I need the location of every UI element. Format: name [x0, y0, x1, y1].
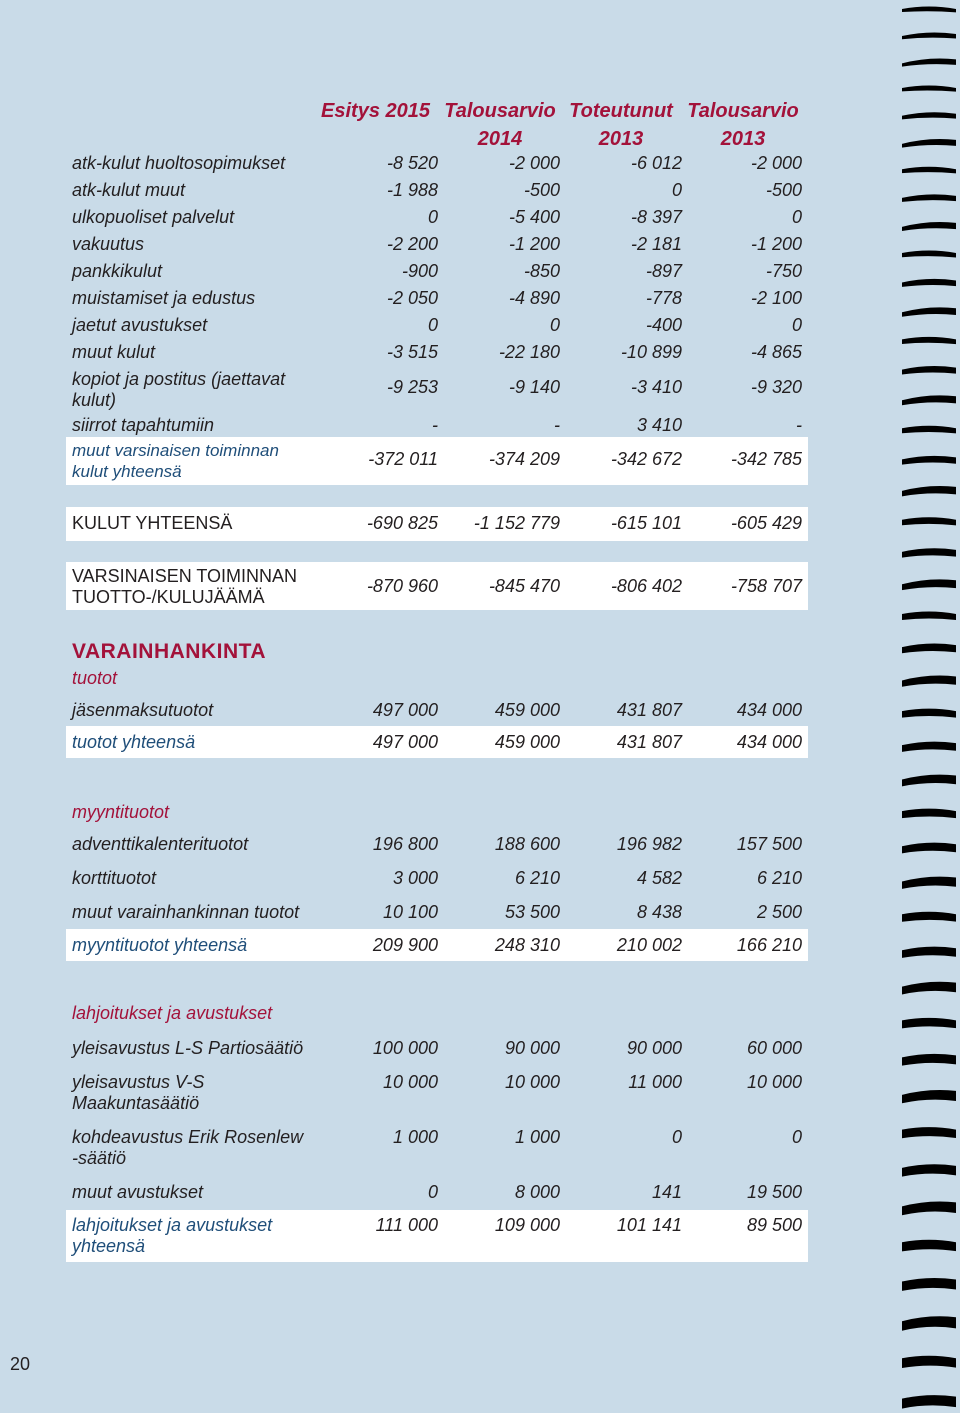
brush-stroke [902, 1395, 956, 1409]
value-actual-2013: 90 000 [626, 1038, 682, 1058]
header-col3-line2: 2013 [598, 128, 644, 150]
total-row [66, 507, 808, 541]
brush-stroke [902, 517, 956, 525]
value-budget-2014: 8 000 [514, 1182, 560, 1202]
brush-stroke [902, 366, 956, 374]
brush-stroke [902, 676, 956, 687]
value-budget-2014: -1 152 779 [473, 513, 560, 533]
brush-stroke [902, 548, 956, 557]
value-2015: 111 000 [375, 1215, 438, 1235]
row-label-line1: kopiot ja postitus (jaettavat [72, 369, 286, 389]
row-label: korttituotot [72, 868, 157, 888]
row-label: muut varainhankinnan tuotot [72, 902, 300, 922]
value-budget-2013: 89 500 [746, 1215, 802, 1235]
value-budget-2013: 19 500 [746, 1182, 802, 1202]
value-2015: -870 960 [366, 576, 438, 596]
brush-stroke [902, 1201, 956, 1215]
brush-stroke [902, 112, 956, 119]
value-budget-2014: -2 000 [508, 153, 560, 173]
brush-stroke [902, 612, 956, 621]
value-budget-2013: 0 [791, 315, 802, 335]
brush-stroke [902, 279, 956, 287]
row-label-line1: VARSINAISEN TOIMINNAN [72, 566, 298, 586]
subtotal-row [66, 726, 808, 758]
row-label-line2: Maakuntasäätiö [72, 1093, 200, 1113]
value-budget-2014: - [554, 415, 560, 435]
value-budget-2013: -2 100 [750, 288, 802, 308]
value-budget-2013: -1 200 [750, 234, 802, 254]
brush-stroke [902, 982, 956, 995]
value-budget-2013: -4 865 [750, 342, 802, 362]
table-row [66, 367, 808, 411]
row-label: muut avustukset [72, 1182, 204, 1202]
row-label: jaetut avustukset [72, 315, 208, 335]
row-label-line1: yleisavustus V-S [72, 1072, 205, 1092]
row-label [72, 1215, 272, 1257]
value-budget-2014: -5 400 [508, 207, 560, 227]
value-2015: 10 000 [382, 1072, 438, 1092]
value-budget-2013: 434 000 [736, 700, 802, 720]
row-label: muistamiset ja edustus [72, 288, 256, 308]
row-label: pankkikulut [72, 261, 163, 281]
subsection-heading: tuotot [72, 668, 118, 688]
row-label-line1: lahjoitukset ja avustukset [72, 1215, 273, 1235]
row-label [72, 369, 285, 411]
decorative-brush-strokes [898, 0, 960, 1413]
value-actual-2013: -8 397 [630, 207, 682, 227]
value-actual-2013: 8 438 [636, 902, 682, 922]
row-label: KULUT YHTEENSÄ [72, 513, 233, 533]
value-actual-2013: 0 [671, 180, 682, 200]
brush-stroke [902, 877, 956, 889]
value-budget-2014: -850 [523, 261, 560, 281]
row-label: siirrot tapahtumiin [72, 415, 215, 435]
brush-stroke [902, 1164, 956, 1176]
table-row [66, 1180, 808, 1206]
header-col2-line1: Talousarvio [444, 100, 556, 122]
brush-stroke [902, 1356, 956, 1368]
value-actual-2013: 431 807 [616, 732, 682, 752]
value-budget-2013: -605 429 [730, 513, 802, 533]
header-col1-label: Esitys 2015 [321, 100, 430, 122]
brush-stroke [902, 486, 956, 496]
value-budget-2013: 2 500 [756, 902, 802, 922]
brush-stroke [902, 307, 956, 316]
value-budget-2013: -750 [765, 261, 802, 281]
row-label: adventtikalenterituotot [72, 834, 249, 854]
value-2015: 0 [427, 315, 438, 335]
brush-stroke [902, 251, 956, 258]
header-col3 [560, 97, 682, 153]
value-2015: -372 011 [368, 449, 438, 469]
value-budget-2013: 10 000 [746, 1072, 802, 1092]
header-col4-line1: Talousarvio [687, 100, 799, 122]
header-col1 [300, 97, 430, 125]
value-actual-2013: 4 582 [636, 868, 682, 888]
value-2015: 0 [427, 207, 438, 227]
brush-stroke [902, 809, 956, 819]
value-actual-2013: -6 012 [630, 153, 682, 173]
header-col2-line2: 2014 [477, 128, 523, 150]
brush-stroke [902, 709, 956, 718]
value-2015: 1 000 [392, 1127, 438, 1147]
subsection-heading: myyntituotot [72, 802, 170, 822]
brush-stroke [902, 775, 956, 787]
brush-stroke [902, 426, 956, 434]
brush-stroke [902, 1240, 956, 1252]
value-budget-2014: 90 000 [504, 1038, 560, 1058]
brush-stroke [902, 456, 956, 465]
value-budget-2014: 459 000 [494, 732, 560, 752]
brush-stroke [902, 1090, 956, 1103]
value-2015: -2 050 [386, 288, 438, 308]
brush-stroke [902, 167, 956, 174]
value-budget-2014: -22 180 [498, 342, 560, 362]
value-actual-2013: -897 [645, 261, 682, 281]
section-title: VARAINHANKINTA [72, 640, 267, 663]
brush-stroke [902, 395, 956, 405]
value-budget-2013: 166 210 [736, 935, 802, 955]
value-budget-2014: -845 470 [488, 576, 560, 596]
value-2015: 0 [427, 1182, 438, 1202]
row-label: jäsenmaksutuotot [72, 700, 214, 720]
brush-stroke [902, 139, 956, 148]
table-row [66, 413, 808, 437]
row-label-line1: kohdeavustus Erik Rosenlew [72, 1127, 304, 1147]
table-row [66, 900, 808, 926]
value-2015: -8 520 [386, 153, 438, 173]
value-actual-2013: -615 101 [610, 513, 682, 533]
header-col4-line2: 2013 [720, 128, 766, 150]
value-2015: 3 000 [392, 868, 438, 888]
value-2015: 209 900 [372, 935, 438, 955]
row-label-line2: yhteensä [72, 1236, 146, 1256]
value-actual-2013: 210 002 [616, 935, 682, 955]
value-actual-2013: -3 410 [630, 377, 682, 397]
value-budget-2014: 0 [549, 315, 560, 335]
brush-stroke [902, 1316, 956, 1330]
value-actual-2013: 431 807 [616, 700, 682, 720]
value-budget-2014: -4 890 [508, 288, 560, 308]
header-col2 [440, 97, 560, 153]
value-2015: -900 [401, 261, 438, 281]
value-budget-2013: 6 210 [756, 868, 802, 888]
row-label [72, 440, 279, 482]
value-actual-2013: -10 899 [620, 342, 682, 362]
brush-stroke [902, 85, 956, 91]
row-label [72, 566, 297, 608]
brush-stroke [902, 222, 956, 231]
value-budget-2014: -9 140 [508, 377, 560, 397]
value-actual-2013: -806 402 [610, 576, 682, 596]
header-col3-line1: Toteutunut [569, 100, 673, 122]
brush-stroke [902, 1278, 956, 1291]
row-label [72, 1127, 303, 1169]
value-budget-2013: - [796, 415, 802, 435]
value-actual-2013: 101 141 [616, 1215, 682, 1235]
table-row [66, 313, 808, 337]
brush-stroke [902, 742, 956, 752]
value-budget-2014: 53 500 [504, 902, 560, 922]
row-label-line2: kulut) [72, 390, 117, 410]
row-label [72, 1072, 204, 1114]
value-actual-2013: -778 [645, 288, 682, 308]
table-row [66, 286, 808, 310]
page-number: 20 [10, 1354, 31, 1374]
brush-stroke [902, 912, 956, 922]
value-2015: 100 000 [372, 1038, 438, 1058]
table-row [66, 232, 808, 256]
brush-stroke [902, 1018, 956, 1029]
row-label-line2: kulut yhteensä [72, 462, 182, 481]
value-budget-2013: 0 [791, 1127, 802, 1147]
table-row [66, 1070, 808, 1116]
value-2015: -1 988 [386, 180, 438, 200]
table-row [66, 866, 808, 892]
value-2015: -9 253 [386, 377, 438, 397]
result-row [66, 562, 808, 610]
row-label-line2: TUOTTO-/KULUJÄÄMÄ [72, 587, 265, 607]
value-2015: -2 200 [386, 234, 438, 254]
brush-stroke [902, 7, 956, 13]
table-row [66, 178, 808, 202]
value-budget-2013: -342 785 [730, 449, 802, 469]
header-col4 [682, 97, 804, 153]
subtotal-row [66, 437, 808, 485]
value-actual-2013: 11 000 [628, 1072, 682, 1092]
table-row [66, 340, 808, 364]
brush-stroke [902, 843, 956, 854]
row-label: muut kulut [72, 342, 156, 362]
table-row [66, 259, 808, 283]
value-budget-2014: 1 000 [514, 1127, 560, 1147]
value-actual-2013: -2 181 [630, 234, 682, 254]
brush-stroke [902, 194, 956, 202]
value-budget-2014: -500 [523, 180, 560, 200]
row-label: ulkopuoliset palvelut [72, 207, 235, 227]
value-budget-2013: 0 [791, 207, 802, 227]
value-budget-2013: -9 320 [750, 377, 802, 397]
value-2015: 497 000 [372, 700, 438, 720]
value-actual-2013: 196 982 [616, 834, 682, 854]
value-budget-2013: -758 707 [730, 576, 802, 596]
value-2015: -3 515 [386, 342, 438, 362]
row-label: myyntituotot yhteensä [72, 935, 248, 955]
value-budget-2014: 10 000 [504, 1072, 560, 1092]
value-budget-2013: -500 [765, 180, 802, 200]
value-actual-2013: 141 [651, 1182, 682, 1202]
table-row [66, 151, 808, 175]
value-budget-2013: 434 000 [736, 732, 802, 752]
subtotal-row [66, 929, 808, 961]
value-2015: 196 800 [372, 834, 438, 854]
table-row [66, 1036, 808, 1062]
value-budget-2013: -2 000 [750, 153, 802, 173]
value-budget-2013: 60 000 [746, 1038, 802, 1058]
table-row [66, 205, 808, 229]
brush-stroke [902, 58, 956, 66]
brush-stroke [902, 1127, 956, 1138]
subsection-heading: lahjoitukset ja avustukset [72, 1003, 273, 1023]
row-label: vakuutus [72, 234, 145, 254]
table-row [66, 698, 808, 724]
value-actual-2013: -342 672 [610, 449, 682, 469]
value-budget-2014: 248 310 [494, 935, 560, 955]
value-budget-2014: -1 200 [508, 234, 560, 254]
value-2015: - [432, 415, 438, 435]
value-budget-2014: 188 600 [494, 834, 560, 854]
value-budget-2014: 459 000 [494, 700, 560, 720]
value-2015: -690 825 [366, 513, 438, 533]
value-actual-2013: 0 [671, 1127, 682, 1147]
value-actual-2013: -400 [645, 315, 682, 335]
brush-stroke [902, 643, 956, 653]
row-label: yleisavustus L-S Partiosäätiö [72, 1038, 304, 1058]
value-budget-2014: 109 000 [494, 1215, 560, 1235]
brush-stroke [902, 337, 956, 344]
row-label: atk-kulut muut [72, 180, 186, 200]
row-label: atk-kulut huoltosopimukset [72, 153, 286, 173]
value-budget-2013: 157 500 [736, 834, 802, 854]
row-label: tuotot yhteensä [72, 732, 196, 752]
value-2015: 497 000 [372, 732, 438, 752]
subtotal-row [66, 1210, 808, 1262]
brush-stroke [902, 947, 956, 958]
value-budget-2014: 6 210 [514, 868, 560, 888]
row-label-line1: muut varsinaisen toiminnan [72, 441, 279, 460]
value-2015: 10 100 [382, 902, 438, 922]
brush-stroke [902, 32, 956, 39]
table-row [66, 1125, 808, 1171]
row-label-line2: -säätiö [72, 1148, 127, 1168]
table-row [66, 832, 808, 858]
brush-stroke [902, 1054, 956, 1066]
brush-stroke [902, 579, 956, 590]
value-actual-2013: 3 410 [636, 415, 682, 435]
value-budget-2014: -374 209 [488, 449, 560, 469]
